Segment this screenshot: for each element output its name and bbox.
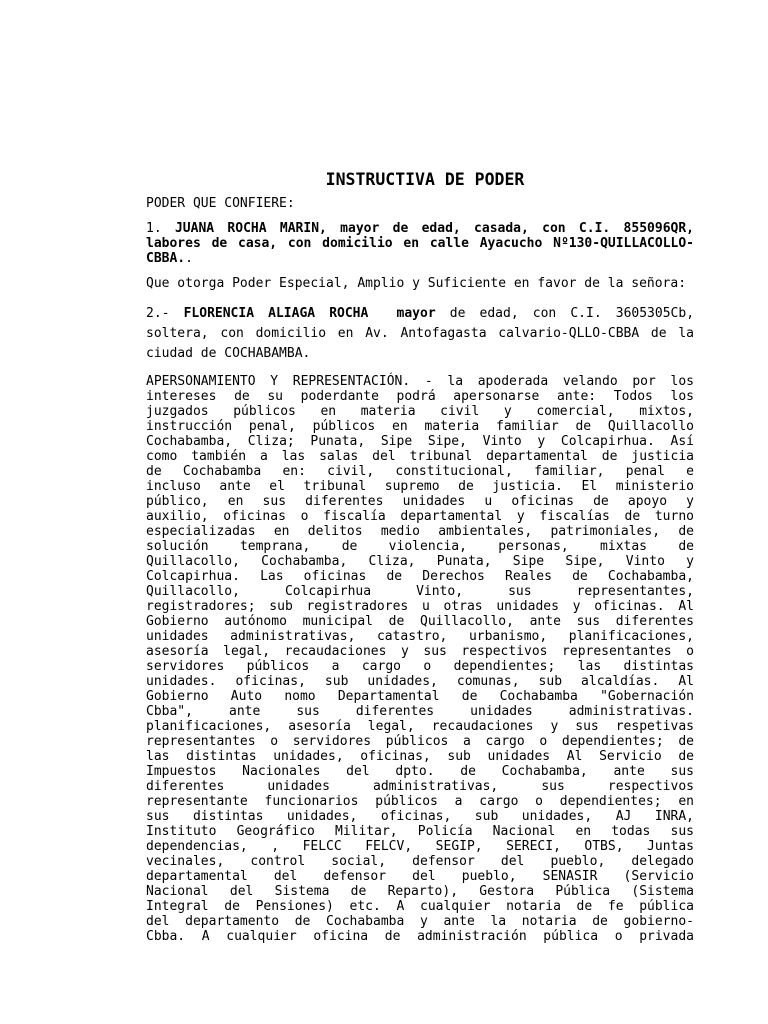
body-line: diferentes unidades administrativas, sus respectivos [146,779,694,794]
body-line: público, en sus diferentes unidades u oficinas de apoyo y [146,494,694,509]
attorney-mayor: mayor [396,306,436,321]
body-line: Quillacollo, Colcapirhua Vinto, sus representantes, [146,584,694,599]
body-line: planificaciones, asesoría legal, recaudaciones y sus respetivas [146,719,694,734]
body-line: incluso ante el tribunal supremo de justicia. El ministerio [146,479,694,494]
intro-line: PODER QUE CONFIERE: [146,196,295,211]
body-line: Nacional del Sistema de Reparto), Gestora Pública (Sistema [146,884,694,899]
body-line: como también a las salas del tribunal departamental de justicia [146,449,694,464]
body-line: Cochabamba, Cliza; Punata, Sipe Sipe, Vinto y Colcapirhua. Así [146,434,694,449]
body-line: intereses de su poderdante podrá apersonarse ante: Todos los [146,389,694,404]
attorney-name: FLORENCIA ALIAGA ROCHA [183,306,369,321]
body-line: de Cochabamba en: civil, constitucional, familiar, penal e [146,464,694,479]
body-line: unidades. oficinas, sub unidades, comunas, sub alcaldías. Al [146,674,694,689]
body-line: vecinales, control social, defensor del pueblo, delegado [146,854,694,869]
body-line: Integral de Pensiones) etc. A cualquier notaria de fe pública [146,899,694,914]
body-line: las distintas unidades, oficinas, sub unidades Al Servicio de [146,749,694,764]
body-line: Instituto Geográfico Militar, Policía Nacional en todas sus [146,824,694,839]
body-line: especializadas en delitos medio ambientales, patrimoniales, de [146,524,694,539]
body-line: juzgados públicos en materia civil y comercial, mixtos, [146,404,694,419]
body-line: unidades administrativas, catastro, urbanismo, planificaciones, [146,629,694,644]
body-line: Colcapirhua. Las oficinas de Derechos Reales de Cochabamba, [146,569,694,584]
document-title: INSTRUCTIVA DE PODER [325,170,525,189]
body-line: del departamento de Cochabamba y ante la notaria de gobierno- [146,914,694,929]
body-line: servidores públicos a cargo o dependientes; las distintas [146,659,694,674]
body-line: dependencias, , FELCC FELCV, SEGIP, SERECI, OTBS, Juntas [146,839,694,854]
body-line: Cbba", ante sus diferentes unidades administrativas. [146,704,694,719]
body-line: solución temprana, de violencia, personas, mixtas de [146,539,694,554]
grantor-trail: . [185,251,193,266]
grant-statement: Que otorga Poder Especial, Amplio y Suficiente en favor de la señora: [146,276,687,291]
attorney-number: 2.- [146,306,170,321]
body-line: Quillacollo, Cochabamba, Cliza, Punata, Sipe Sipe, Vinto y [146,554,694,569]
body-line: instrucción penal, públicos en materia familiar de Quillacollo [146,419,694,434]
body-line: representante funcionarios públicos a cargo o dependientes; en [146,794,694,809]
body-line: departamental del defensor del pueblo, SENASIR (Servicio [146,869,694,884]
body-line: sus distintas unidades, oficinas, sub unidades, AJ INRA, [146,809,694,824]
body-line: registradores; sub registradores u otras unidades y oficinas. Al [146,599,694,614]
grantor-paragraph [146,221,694,266]
document-page [146,170,694,944]
body-line: asesoría legal, recaudaciones y sus respectivos representantes o [146,644,694,659]
body-line: Gobierno Auto nomo Departamental de Cochabamba "Gobernación [146,689,694,704]
grantor-details: JUANA ROCHA MARIN, mayor de edad, casada, con C.I. 855096QR, labores de casa, con domicilio en calle Ayacucho Nº130-QUILLACOLLO-CBBA. [146,221,694,266]
powers-body [146,374,694,944]
body-line: auxilio, oficinas o fiscalía departamental y fiscalías de turno [146,509,694,524]
body-line: representantes o servidores públicos a cargo o dependientes; de [146,734,694,749]
body-line: Gobierno autónomo municipal de Quillacollo, ante sus diferentes [146,614,694,629]
body-line: APERSONAMIENTO Y REPRESENTACIÓN. - la apoderada velando por los [146,374,694,389]
grantor-number: 1. [146,221,162,236]
attorney-details: de edad, con C.I. 3605305Cb, soltera, con domicilio en Av. Antofagasta calvario-QLLO-CBBA de la ciudad de COCHABAMBA. [146,306,695,361]
body-line: Cbba. A cualquier oficina de administración pública o privada [146,929,694,944]
attorney-paragraph [146,304,694,364]
body-line: Impuestos Nacionales del dpto. de Cochabamba, ante sus [146,764,694,779]
